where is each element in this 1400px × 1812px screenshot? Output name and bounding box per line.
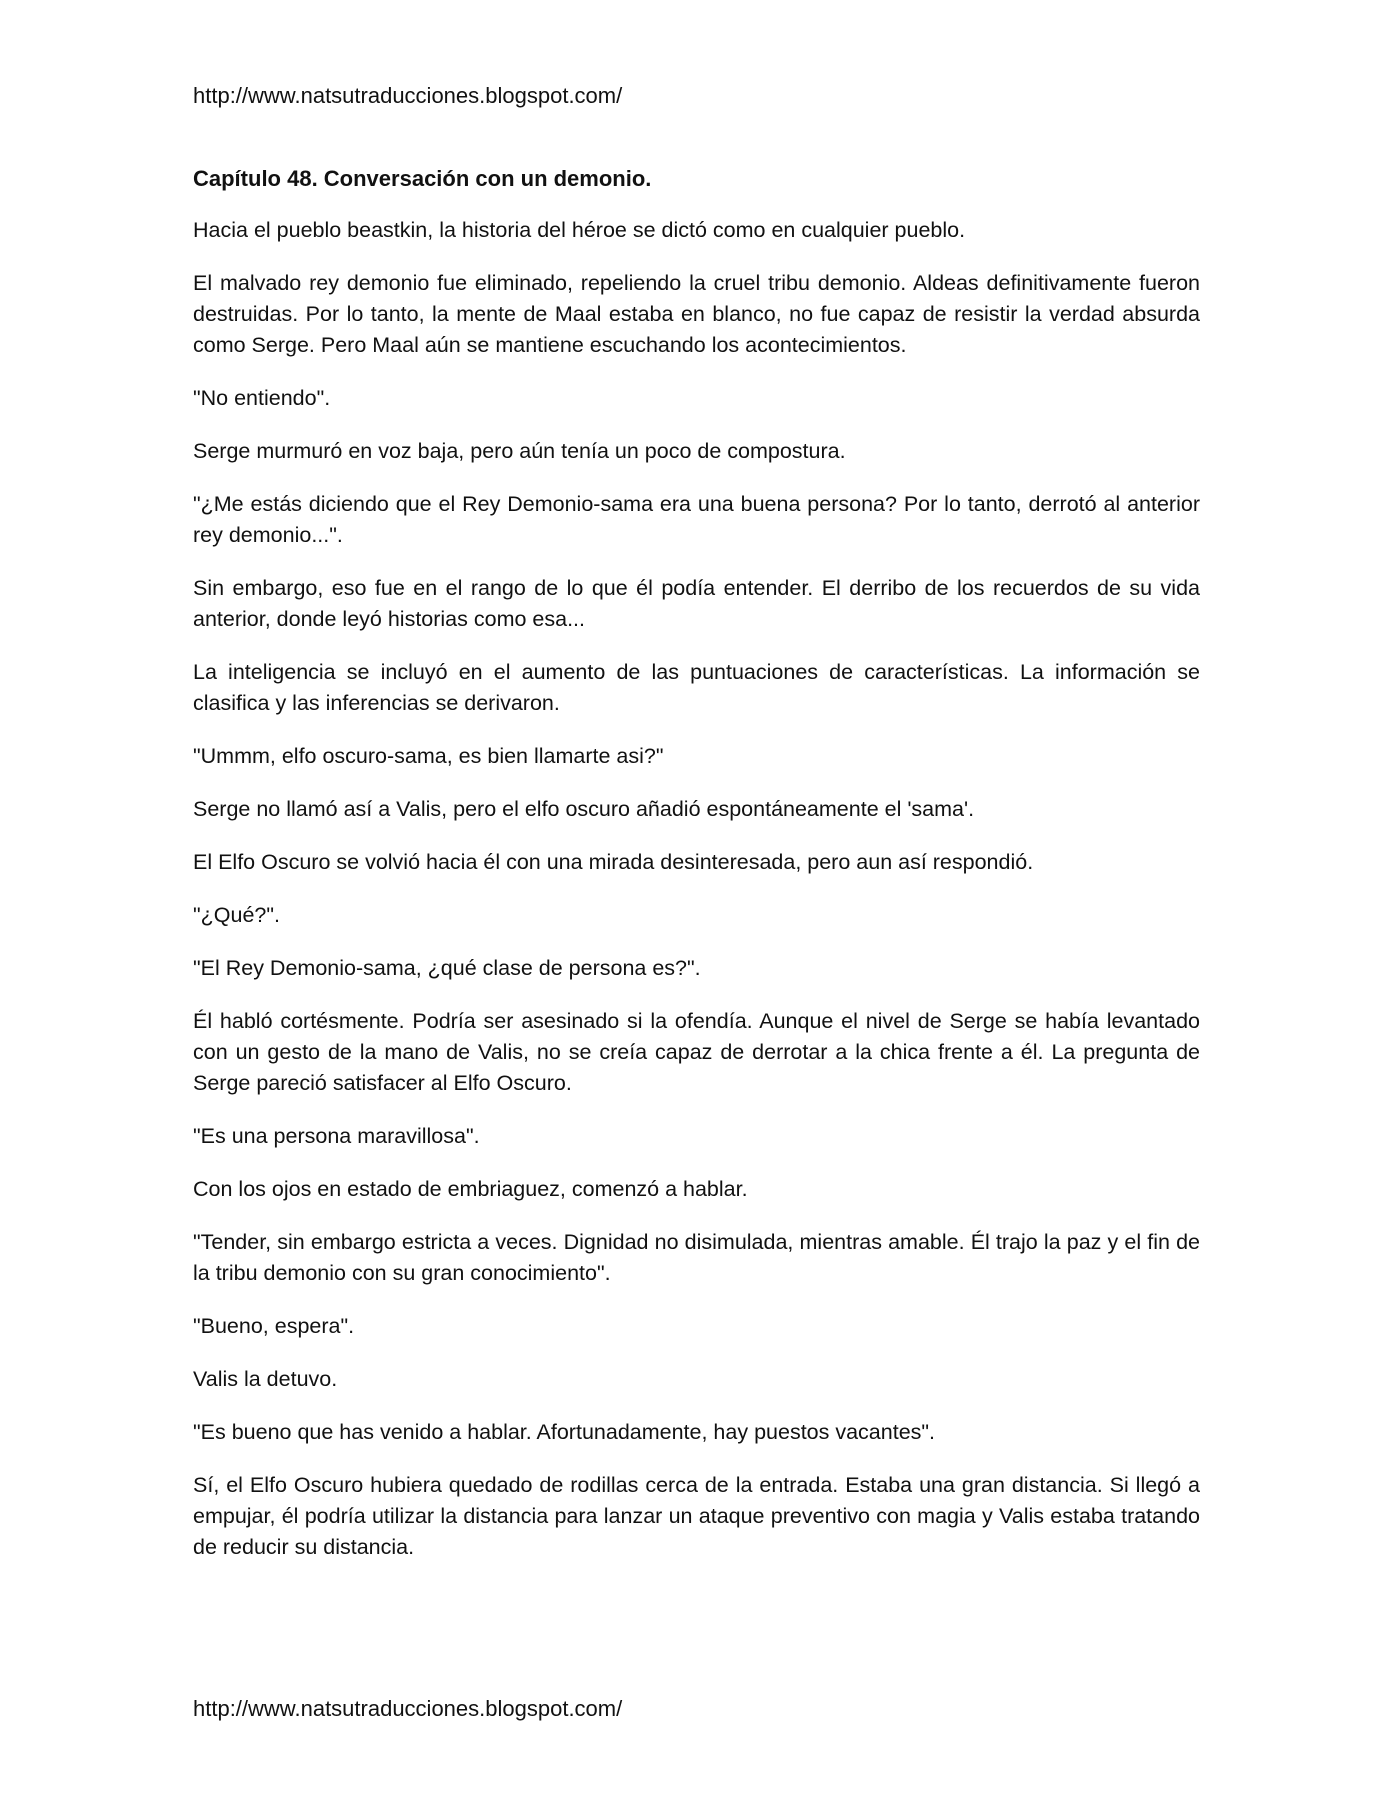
paragraph: Hacia el pueblo beastkin, la historia del héroe se dictó como en cualquier pueblo. bbox=[193, 218, 966, 242]
paragraph: "Es una persona maravillosa". bbox=[193, 1124, 480, 1148]
paragraph: Él habló cortésmente. Podría ser asesinado si la ofendía. Aunque el nivel de Serge se había levantado con un gesto de la mano de Valis, no se creía capaz de derrotar a la chica frente a él. La pregunta de Serge pareció satisfacer al Elfo Oscuro. bbox=[193, 1009, 1200, 1095]
header-url: http://www.natsutraducciones.blogspot.com/ bbox=[193, 83, 623, 108]
paragraph: La inteligencia se incluyó en el aumento de las puntuaciones de características. La información se clasifica y las inferencias se derivaron. bbox=[193, 660, 1200, 715]
paragraph: "Tender, sin embargo estricta a veces. Dignidad no disimulada, mientras amable. Él trajo la paz y el fin de la tribu demonio con su gran conocimiento". bbox=[193, 1230, 1200, 1285]
paragraph: "Es bueno que has venido a hablar. Afortunadamente, hay puestos vacantes". bbox=[193, 1420, 936, 1444]
footer-url: http://www.natsutraducciones.blogspot.com/ bbox=[193, 1696, 623, 1721]
paragraph: El malvado rey demonio fue eliminado, repeliendo la cruel tribu demonio. Aldeas definitivamente fueron destruidas. Por lo tanto, la mente de Maal estaba en blanco, no fue capaz de resistir la verdad absurda como Serge. Pero Maal aún se mantiene escuchando los acontecimientos. bbox=[193, 271, 1200, 357]
paragraph: Sí, el Elfo Oscuro hubiera quedado de rodillas cerca de la entrada. Estaba una gran distancia. Si llegó a empujar, él podría utilizar la distancia para lanzar un ataque preventivo con magia y Valis estaba tratando de reducir su distancia. bbox=[193, 1473, 1200, 1559]
document-body bbox=[193, 164, 1200, 1585]
paragraph: Sin embargo, eso fue en el rango de lo que él podía entender. El derribo de los recuerdos de su vida anterior, donde leyó historias como esa... bbox=[193, 576, 1200, 631]
paragraph: "Bueno, espera". bbox=[193, 1314, 355, 1338]
paragraph: "No entiendo". bbox=[193, 386, 331, 410]
paragraph: Serge no llamó así a Valis, pero el elfo oscuro añadió espontáneamente el 'sama'. bbox=[193, 797, 975, 821]
paragraph: Valis la detuvo. bbox=[193, 1367, 338, 1391]
paragraph: "¿Me estás diciendo que el Rey Demonio-sama era una buena persona? Por lo tanto, derrotó al anterior rey demonio...". bbox=[193, 492, 1200, 547]
paragraph: "¿Qué?". bbox=[193, 903, 280, 927]
chapter-title: Capítulo 48. Conversación con un demonio. bbox=[193, 166, 652, 191]
paragraph: Con los ojos en estado de embriaguez, comenzó a hablar. bbox=[193, 1177, 748, 1201]
paragraph: El Elfo Oscuro se volvió hacia él con una mirada desinteresada, pero aun así respondió. bbox=[193, 850, 1034, 874]
paragraph: "El Rey Demonio-sama, ¿qué clase de persona es?". bbox=[193, 956, 701, 980]
paragraph: Serge murmuró en voz baja, pero aún tenía un poco de compostura. bbox=[193, 439, 846, 463]
paragraph: "Ummm, elfo oscuro-sama, es bien llamarte asi?" bbox=[193, 744, 664, 768]
